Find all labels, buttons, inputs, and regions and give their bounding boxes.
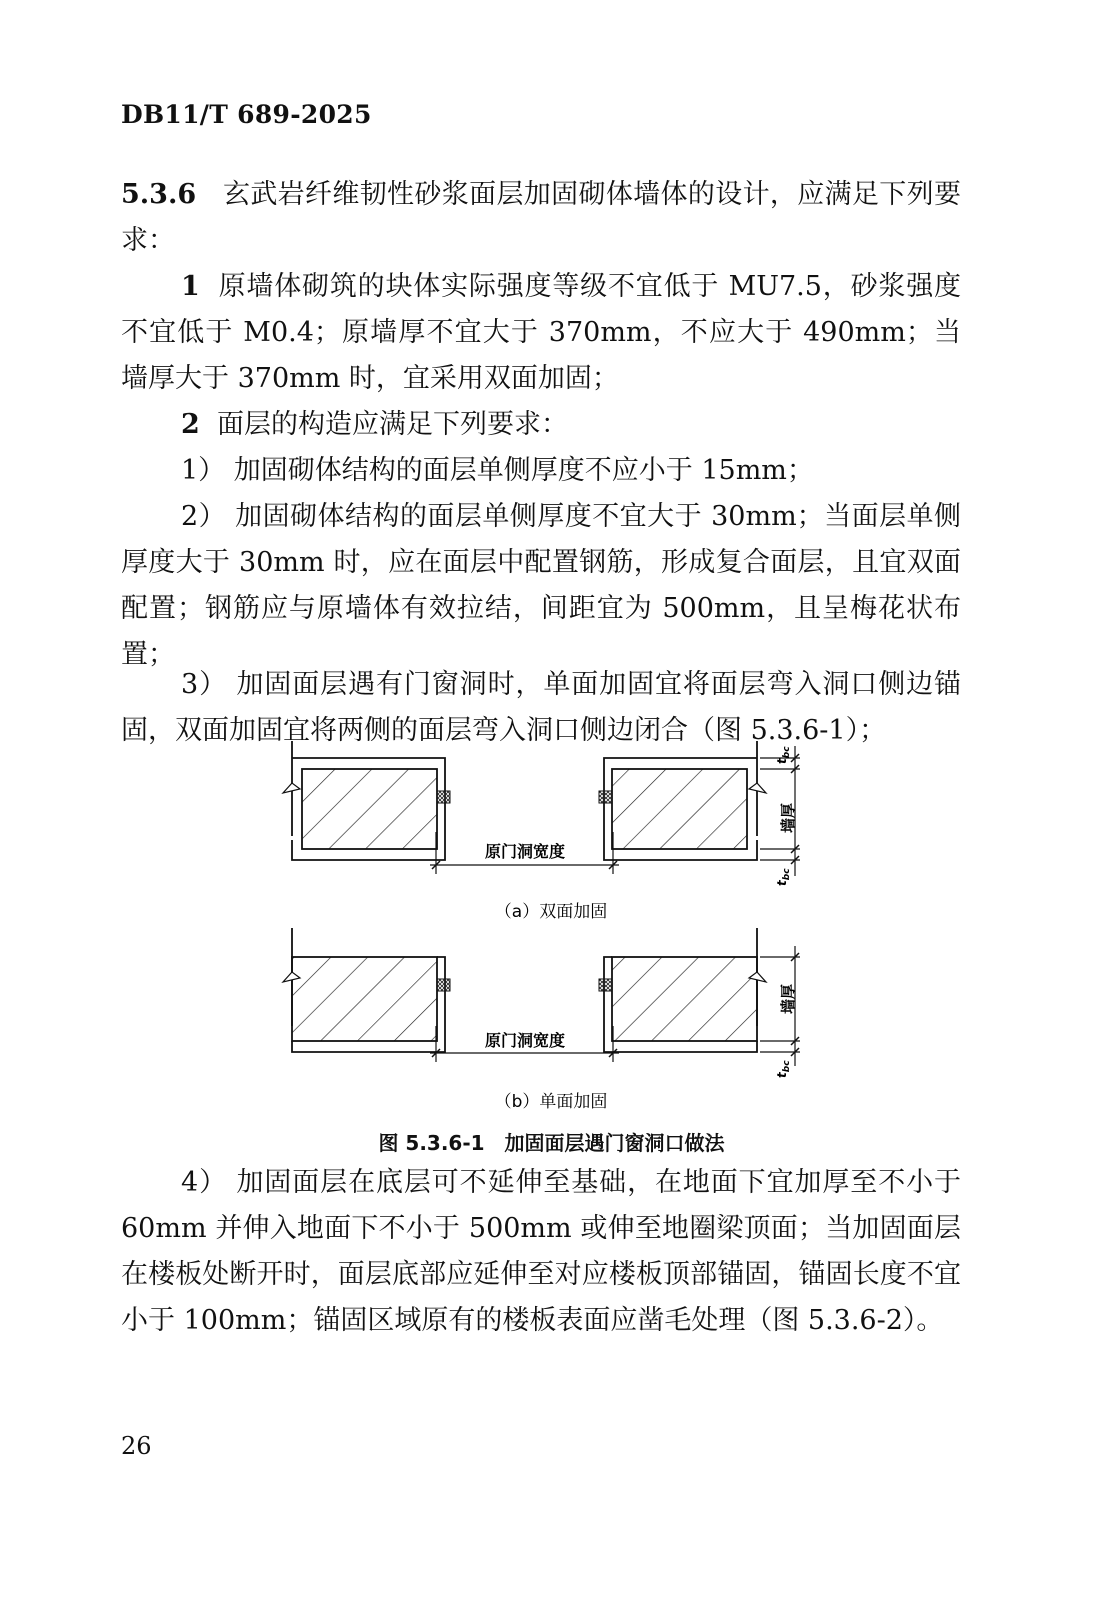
thickness-label-bottom: $t_{bc}$: [775, 868, 792, 886]
item-2-number: 2: [181, 409, 200, 440]
sub-item-1: 1） 加固砌体结构的面层单侧厚度不应小于 15mm；: [181, 455, 814, 486]
figure-title: 图 5.3.6-1 加固面层遇门窗洞口做法: [378, 1131, 725, 1155]
sub-item-3: 3） 加固面层遇有门窗洞时，单面加固宜将面层弯入洞口侧边锚固，双面加固宜将两侧的面层弯入洞口侧边闭合（图 5.3.6-1）；: [121, 669, 961, 746]
sub-item-4: 4） 加固面层在底层可不延伸至基础，在地面下宜加厚至不小于 60mm 并伸入地面下不小于 500mm 或伸至地圈梁顶面；当加固面层在楼板处断开时，面层底部应延伸至对应楼板顶部锚固，锚固长度不宜小于 100mm；锚固区域原有的楼板表面应凿毛处理（图 5.3.6-2）。: [121, 1167, 961, 1336]
clause-number: 5.3.6: [121, 179, 197, 210]
sub-item-2: 2） 加固砌体结构的面层单侧厚度不宜大于 30mm；当面层单侧厚度大于 30mm 时，应在面层中配置钢筋，形成复合面层，且宜双面配置；钢筋应与原墙体有效拉结，间距宜为 500mm，且呈梅花状布置；: [121, 501, 961, 670]
diagram-double-sided: [283, 741, 800, 886]
wall-thickness-label: 墙厚: [779, 802, 797, 834]
item-2-text: 面层的构造应满足下列要求：: [216, 409, 568, 440]
opening-width-label: 原门洞宽度: [484, 842, 566, 861]
left-wall-section-b: [292, 957, 437, 1041]
right-anchor-block-b: [599, 979, 612, 991]
item-1-number: 1: [181, 271, 200, 302]
right-wall-section-b: [612, 957, 757, 1041]
left-wall-section: [302, 769, 437, 849]
item-2: [121, 402, 961, 448]
left-break-mark: [283, 783, 300, 793]
opening-width-label-b: 原门洞宽度: [484, 1031, 566, 1050]
caption-b: （b）单面加固: [494, 1092, 608, 1112]
clause-5-3-6: [121, 172, 961, 264]
clause-text: 玄武岩纤维韧性砂浆面层加固砌体墙体的设计，应满足下列要求：: [121, 179, 962, 256]
thickness-label-b: $t_{bc}$: [775, 1060, 792, 1078]
page-number: 26: [121, 1432, 152, 1460]
diagram-single-sided: [283, 928, 800, 1078]
item-1: [121, 264, 961, 402]
right-wall-section: [612, 769, 747, 849]
left-anchor-block: [437, 791, 450, 803]
thickness-label-top: $t_{bc}$: [775, 746, 792, 764]
caption-a: （a）双面加固: [494, 902, 608, 922]
right-anchor-block: [599, 791, 612, 803]
figure-opening-detail: [0, 736, 1103, 1146]
wall-thickness-label-b: 墙厚: [779, 983, 797, 1015]
document-code-header: DB11/T 689-2025: [121, 100, 372, 129]
left-anchor-block-b: [437, 979, 450, 991]
item-1-text: 原墙体砌筑的块体实际强度等级不宜低于 MU7.5，砂浆强度不宜低于 M0.4；原墙厚不宜大于 370mm，不应大于 490mm；当墙厚大于 370mm 时，宜采用双面加固；: [121, 271, 962, 394]
right-break-mark: [749, 783, 766, 793]
